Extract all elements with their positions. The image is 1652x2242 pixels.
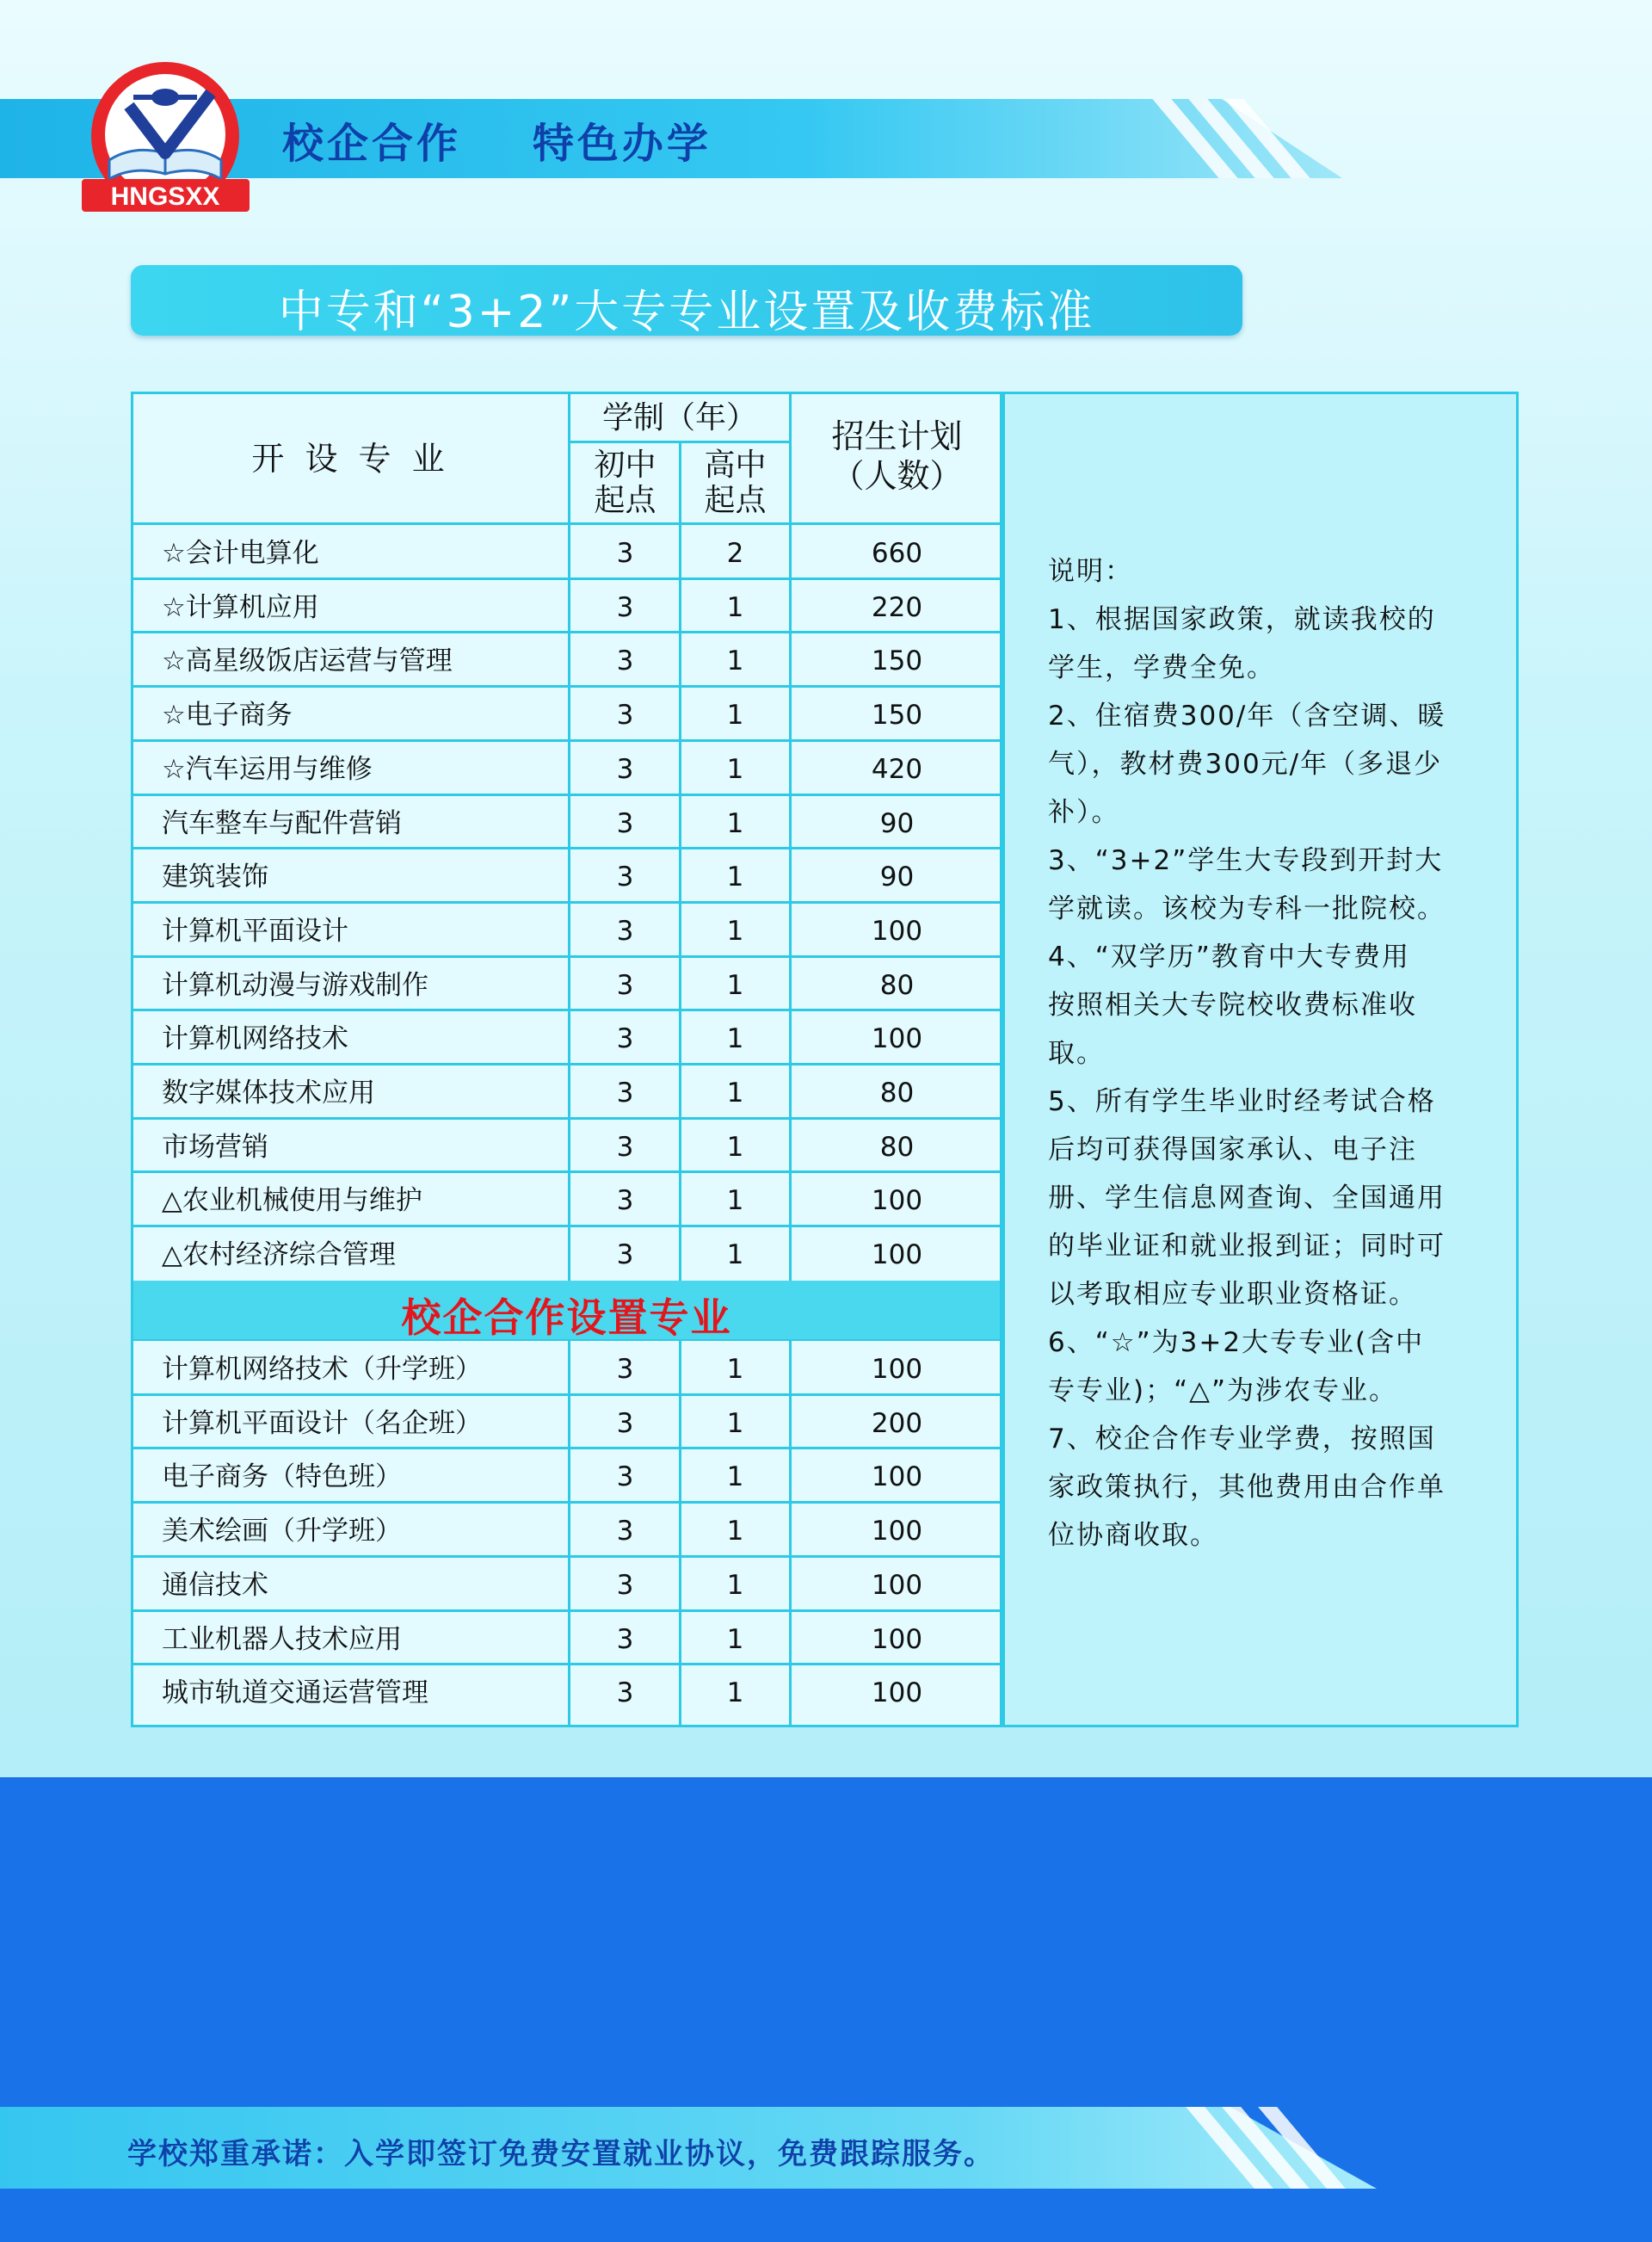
table-cell-senior: 1: [726, 1078, 744, 1109]
table-row-divider: [131, 1170, 1002, 1173]
note-line: 气），教材费300元/年（多退少: [1048, 749, 1443, 780]
notes-text: [1048, 547, 1495, 1560]
table-cell-junior: 3: [616, 538, 634, 569]
table-row-divider: [131, 739, 1002, 742]
table-cell-junior: 3: [616, 753, 634, 785]
table-cell-name: ☆计算机应用: [162, 591, 319, 623]
table-row-divider: [131, 901, 1002, 904]
note-line: 3、“3+2”学生大专段到开封大: [1048, 845, 1444, 876]
header-enrollment-plan: 招生计划 （人数）: [831, 417, 963, 495]
table-cell-junior: 3: [616, 1185, 634, 1217]
note-line: 位协商收取。: [1048, 1520, 1218, 1551]
table-cell-senior: 1: [726, 807, 744, 839]
table-row-divider: [131, 1501, 1002, 1504]
header-junior-start: 初中 起点: [594, 448, 656, 519]
table-cell-junior: 3: [616, 1023, 634, 1055]
table-cell-plan: 80: [879, 969, 915, 1001]
table-cell-plan: 100: [871, 1569, 923, 1601]
section-title: 中专和“3+2”大专专业设置及收费标准: [278, 287, 1095, 338]
table-cell-senior: 1: [726, 1185, 744, 1217]
note-line: 的毕业证和就业报到证；同时可: [1048, 1231, 1446, 1262]
table-cell-junior: 3: [616, 807, 634, 839]
table-cell-senior: 1: [726, 1239, 744, 1271]
table-cell-senior: 1: [726, 915, 744, 947]
table-row-divider: [131, 847, 1002, 849]
note-line: 以考取相应专业职业资格证。: [1048, 1279, 1417, 1310]
table-row-divider: [131, 1063, 1002, 1065]
note-line: 取。: [1048, 1038, 1105, 1069]
table-cell-junior: 3: [616, 1078, 634, 1109]
table-cell-plan: 420: [871, 753, 923, 785]
table-cell-name: 工业机器人技术应用: [162, 1623, 402, 1655]
table-cell-senior: 1: [726, 1677, 744, 1709]
table-cell-junior: 3: [616, 1623, 634, 1655]
table-cell-senior: 1: [726, 645, 744, 677]
table-row-divider: [131, 577, 1002, 580]
table-row-divider: [131, 631, 1002, 633]
table-cell-plan: 150: [871, 645, 923, 677]
note-line: 后均可获得国家承认、电子注: [1048, 1134, 1417, 1165]
table-column-divider: [1002, 392, 1005, 1727]
table-cell-name: ☆会计电算化: [162, 538, 319, 569]
table-cell-senior: 2: [726, 538, 744, 569]
table-row-divider: [131, 685, 1002, 688]
table-cell-junior: 3: [616, 1677, 634, 1709]
note-line: 6、“☆”为3+2大专专业(含中: [1048, 1327, 1425, 1358]
note-line: 说明：: [1048, 556, 1133, 587]
note-line: 学就读。该校为专科一批院校。: [1048, 893, 1446, 924]
table-cell-name: 汽车整车与配件营销: [162, 807, 402, 839]
table-cell-name: 建筑装饰: [162, 862, 268, 893]
table-cell-plan: 100: [871, 1239, 923, 1271]
table-cell-plan: 100: [871, 1461, 923, 1493]
table-cell-plan: 90: [879, 862, 915, 893]
table-cell-plan: 100: [871, 1185, 923, 1217]
table-cell-plan: 100: [871, 915, 923, 947]
table-cell-plan: 80: [879, 1078, 915, 1109]
footer-promise: 学校郑重承诺：入学即签订免费安置就业协议，免费跟踪服务。: [127, 2137, 995, 2171]
table-cell-junior: 3: [616, 915, 634, 947]
table-cell-junior: 3: [616, 1516, 634, 1547]
table-cell-senior: 1: [726, 1023, 744, 1055]
header-senior-start: 高中 起点: [704, 448, 767, 519]
note-line: 按照相关大专院校收费标准收: [1048, 990, 1417, 1021]
table-cell-senior: 1: [726, 1461, 744, 1493]
table-cell-senior: 1: [726, 1623, 744, 1655]
table-cell-name: 通信技术: [162, 1569, 268, 1601]
header-slogan: 校企合作 特色办学: [282, 120, 712, 168]
table-row-divider: [131, 1393, 1002, 1396]
table-row-divider: [131, 1663, 1002, 1665]
table-cell-junior: 3: [616, 862, 634, 893]
section-title-bar: [131, 265, 1242, 336]
note-line: 5、所有学生毕业时经考试合格: [1048, 1086, 1436, 1117]
table-cell-name: 美术绘画（升学班）: [162, 1516, 402, 1547]
school-logo: [82, 59, 250, 218]
table-cell-plan: 100: [871, 1023, 923, 1055]
note-line: 专专业)；“△”为涉农专业。: [1048, 1375, 1398, 1406]
table-row-divider: [131, 522, 1002, 525]
table-cell-junior: 3: [616, 645, 634, 677]
table-cell-senior: 1: [726, 753, 744, 785]
table-row-divider: [131, 1009, 1002, 1011]
table-cell-senior: 1: [726, 1516, 744, 1547]
table-row-divider: [131, 955, 1002, 958]
table-row-divider: [131, 1117, 1002, 1120]
table-cell-senior: 1: [726, 1131, 744, 1163]
table-cell-junior: 3: [616, 1131, 634, 1163]
table-cell-junior: 3: [616, 700, 634, 732]
table-cell-name: 计算机平面设计: [162, 915, 348, 947]
table-cell-junior: 3: [616, 591, 634, 623]
table-cell-junior: 3: [616, 1239, 634, 1271]
table-cell-plan: 100: [871, 1354, 923, 1385]
note-line: 7、校企合作专业学费，按照国: [1048, 1424, 1436, 1455]
table-cell-senior: 1: [726, 969, 744, 1001]
coop-section-title: 校企合作设置专业: [401, 1294, 732, 1341]
table-cell-plan: 100: [871, 1677, 923, 1709]
table-cell-name: 城市轨道交通运营管理: [162, 1677, 428, 1709]
table-cell-plan: 220: [871, 591, 923, 623]
table-cell-name: ☆电子商务: [162, 700, 293, 732]
table-row-divider: [131, 1555, 1002, 1558]
table-cell-name: 计算机网络技术: [162, 1023, 348, 1055]
table-cell-name: 电子商务（特色班）: [162, 1461, 402, 1493]
table-cell-plan: 200: [871, 1407, 923, 1439]
table-cell-senior: 1: [726, 1569, 744, 1601]
table-cell-name: 市场营销: [162, 1131, 268, 1163]
table-cell-junior: 3: [616, 1569, 634, 1601]
header-duration: 学制（年）: [601, 400, 757, 435]
table-cell-name: 数字媒体技术应用: [162, 1078, 375, 1109]
table-cell-plan: 90: [879, 807, 915, 839]
note-line: 册、学生信息网查询、全国通用: [1048, 1183, 1446, 1214]
note-line: 学生，学费全免。: [1048, 652, 1275, 683]
table-cell-plan: 80: [879, 1131, 915, 1163]
logo-text: HNGSXX: [110, 182, 220, 211]
table-cell-plan: 100: [871, 1516, 923, 1547]
table-cell-plan: 100: [871, 1623, 923, 1655]
table-cell-senior: 1: [726, 862, 744, 893]
table-row-divider: [131, 1225, 1002, 1227]
table-cell-name: 计算机动漫与游戏制作: [162, 969, 428, 1001]
note-line: 补）。: [1048, 797, 1120, 828]
table-cell-name: 计算机平面设计（名企班）: [162, 1407, 482, 1439]
table-cell-name: △农业机械使用与维护: [162, 1185, 422, 1217]
table-cell-name: △农村经济综合管理: [162, 1239, 396, 1271]
table-cell-senior: 1: [726, 1407, 744, 1439]
note-line: 4、“双学历”教育中大专费用: [1048, 942, 1410, 973]
table-cell-senior: 1: [726, 700, 744, 732]
table-cell-name: ☆高星级饭店运营与管理: [162, 645, 453, 677]
table-cell-name: 计算机网络技术（升学班）: [162, 1354, 482, 1385]
table-cell-senior: 1: [726, 591, 744, 623]
table-row-divider: [131, 1609, 1002, 1612]
table-cell-junior: 3: [616, 1461, 634, 1493]
table-cell-name: ☆汽车运用与维修: [162, 753, 373, 785]
table-cell-senior: 1: [726, 1354, 744, 1385]
table-cell-junior: 3: [616, 1354, 634, 1385]
table-cell-plan: 660: [871, 538, 923, 569]
header-major: 开 设 专 业: [251, 440, 450, 478]
table-cell-junior: 3: [616, 1407, 634, 1439]
note-line: 2、住宿费300/年（含空调、暖: [1048, 701, 1446, 732]
table-row-divider: [131, 1447, 1002, 1449]
table-row-divider: [131, 794, 1002, 796]
note-line: 1、根据国家政策，就读我校的: [1048, 604, 1436, 635]
table-cell-plan: 150: [871, 700, 923, 732]
table-cell-junior: 3: [616, 969, 634, 1001]
note-line: 家政策执行，其他费用由合作单: [1048, 1472, 1446, 1503]
